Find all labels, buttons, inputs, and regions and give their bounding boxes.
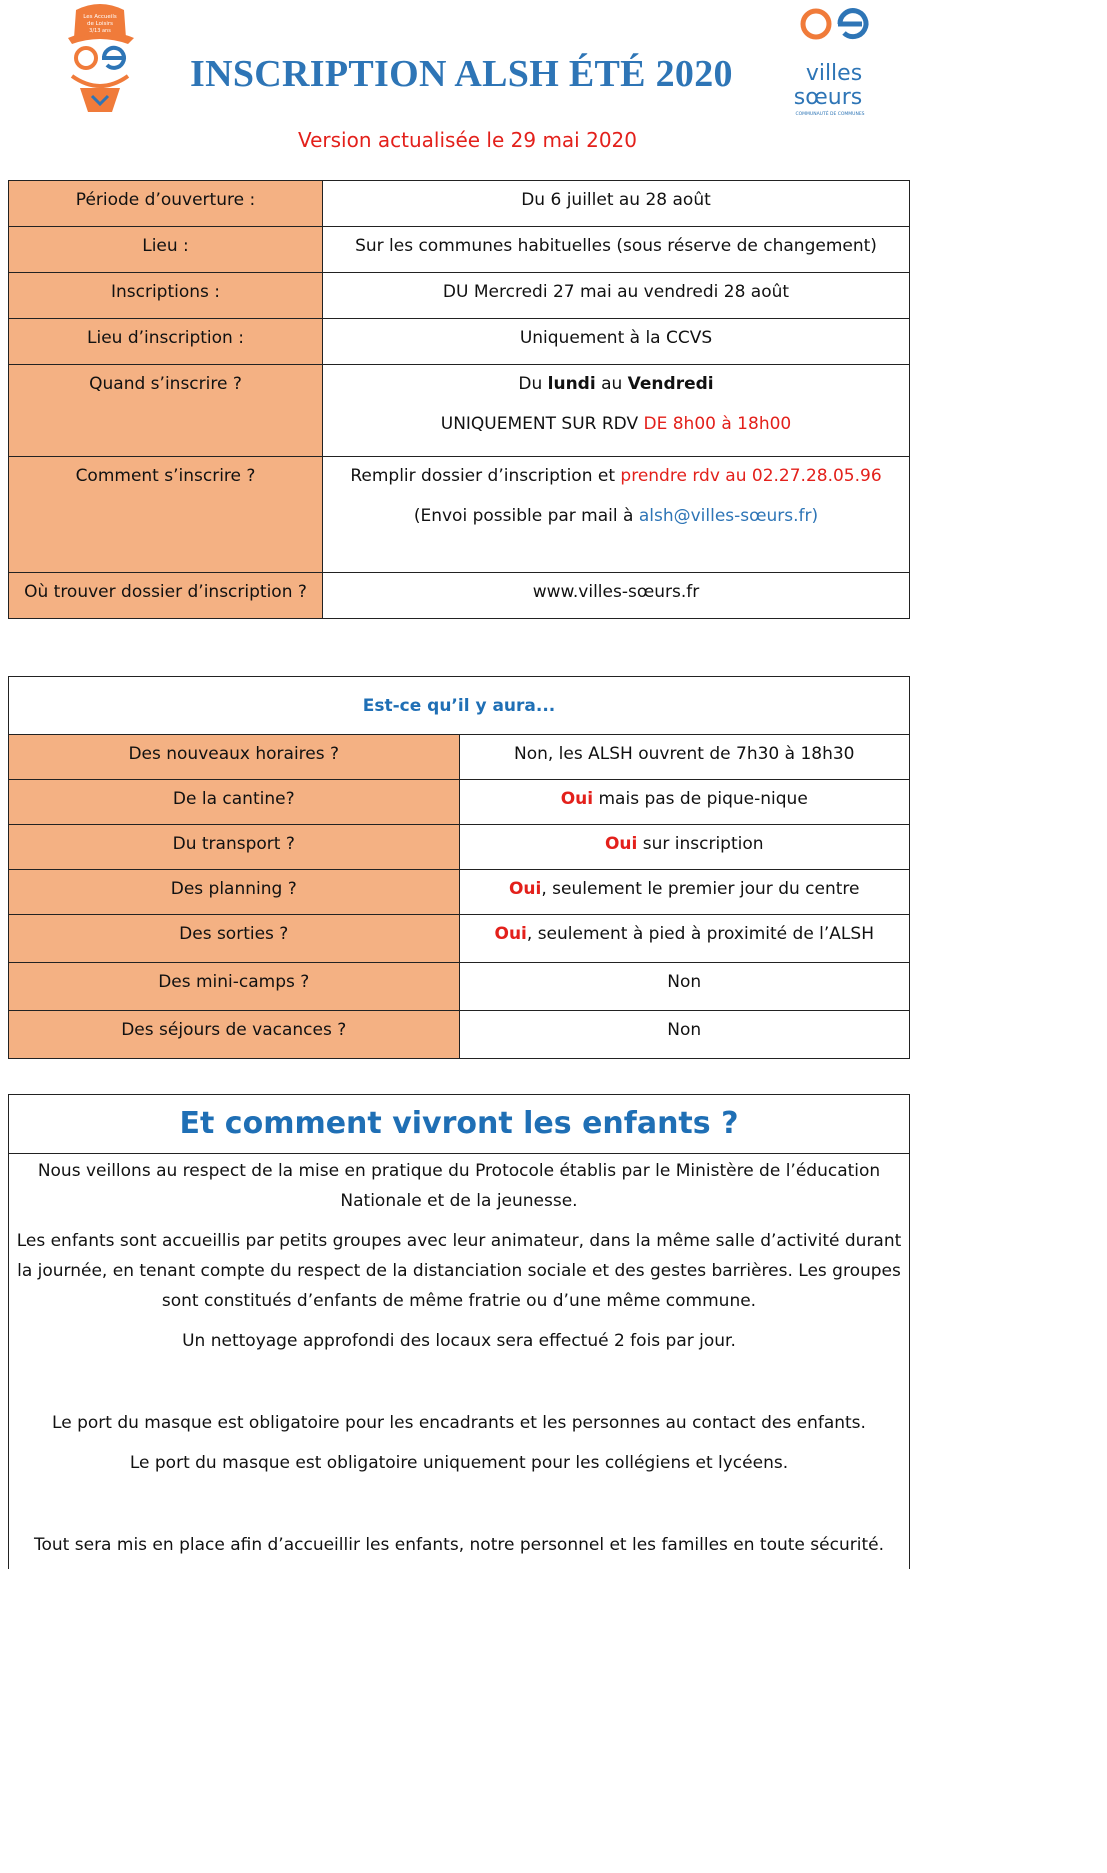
table-row bbox=[9, 870, 910, 915]
table-row bbox=[9, 319, 910, 365]
row-label: Quand s’inscrire ? bbox=[9, 365, 323, 457]
row-value: Remplir dossier d’inscription et prendre rdv au 02.27.28.05.96 (Envoi possible par mail à alsh@villes-sœurs.fr) bbox=[323, 457, 910, 573]
row-value: DU Mercredi 27 mai au vendredi 28 août bbox=[323, 273, 910, 319]
villes-soeurs-logo bbox=[788, 0, 878, 118]
living-section bbox=[8, 1094, 910, 1569]
row-label: Des mini-camps ? bbox=[9, 963, 460, 1011]
row-value: Oui mais pas de pique-nique bbox=[459, 780, 910, 825]
row-value: Oui, seulement le premier jour du centre bbox=[459, 870, 910, 915]
row-label: Des séjours de vacances ? bbox=[9, 1011, 460, 1059]
info-table bbox=[8, 180, 910, 619]
email-link[interactable]: alsh@villes-sœurs.fr) bbox=[638, 506, 819, 526]
svg-text:de Loisirs: de Loisirs bbox=[86, 21, 114, 27]
table-row bbox=[9, 457, 910, 573]
row-value: Non bbox=[459, 963, 910, 1011]
row-label: Où trouver dossier d’inscription ? bbox=[9, 573, 323, 619]
paragraph-groups: Les enfants sont accueillis par petits groupes avec leur animateur, dans la même salle d’activité durant la journée, en tenant compte du respect de la distanciation sociale et des gestes barrières. Les groupes sont constitués d’enfants de même fratrie ou d’une même commune. bbox=[16, 1231, 902, 1311]
row-value bbox=[323, 573, 910, 619]
svg-text:3/13 ans: 3/13 ans bbox=[89, 28, 111, 34]
table-row bbox=[9, 1011, 910, 1059]
row-value: Du lundi au Vendredi UNIQUEMENT SUR RDV DE 8h00 à 18h00 bbox=[323, 365, 910, 457]
faq-heading: Est-ce qu’il y aura... bbox=[9, 677, 910, 735]
row-value: Uniquement à la CCVS bbox=[323, 319, 910, 365]
table-row bbox=[9, 365, 910, 457]
table-row bbox=[9, 273, 910, 319]
row-label: Inscriptions : bbox=[9, 273, 323, 319]
table-row bbox=[9, 227, 910, 273]
row-value: Non, les ALSH ouvrent de 7h30 à 18h30 bbox=[459, 735, 910, 780]
table-row bbox=[9, 915, 910, 963]
paragraph-safety: Tout sera mis en place afin d’accueillir les enfants, notre personnel et les familles en toute sécurité. bbox=[34, 1535, 884, 1555]
row-label: Lieu : bbox=[9, 227, 323, 273]
paragraph-mask-staff: Le port du masque est obligatoire pour les encadrants et les personnes au contact des enfants. bbox=[52, 1413, 866, 1433]
row-label: Des planning ? bbox=[9, 870, 460, 915]
svg-text:Les Accueils: Les Accueils bbox=[83, 14, 117, 20]
logo-text-soeurs: sœurs bbox=[793, 85, 863, 110]
row-label: Lieu d’inscription : bbox=[9, 319, 323, 365]
logo-text-villes: villes bbox=[805, 61, 863, 86]
page-title: INSCRIPTION ALSH ÉTÉ 2020 bbox=[190, 53, 733, 95]
row-value: Oui, seulement à pied à proximité de l’ALSH bbox=[459, 915, 910, 963]
row-value: Oui sur inscription bbox=[459, 825, 910, 870]
row-label: Des sorties ? bbox=[9, 915, 460, 963]
table-row bbox=[9, 181, 910, 227]
row-value: Du 6 juillet au 28 août bbox=[323, 181, 910, 227]
table-row bbox=[9, 573, 910, 619]
alsh-logo bbox=[58, 0, 142, 118]
table-row bbox=[9, 780, 910, 825]
row-value: Sur les communes habituelles (sous réserve de changement) bbox=[323, 227, 910, 273]
paragraph-mask-students: Le port du masque est obligatoire uniquement pour les collégiens et lycéens. bbox=[129, 1453, 789, 1473]
paragraph-cleaning: Un nettoyage approfondi des locaux sera effectué 2 fois par jour. bbox=[182, 1331, 736, 1351]
version-date: Version actualisée le 29 mai 2020 bbox=[297, 128, 637, 152]
row-value: Non bbox=[459, 1011, 910, 1059]
website-link[interactable]: www.villes-sœurs.fr bbox=[532, 582, 700, 602]
faq-table bbox=[8, 676, 910, 1059]
table-row bbox=[9, 825, 910, 870]
row-label: Des nouveaux horaires ? bbox=[9, 735, 460, 780]
living-heading: Et comment vivront les enfants ? bbox=[9, 1095, 909, 1154]
table-row bbox=[9, 735, 910, 780]
row-label: Du transport ? bbox=[9, 825, 460, 870]
row-label: Comment s’inscrire ? bbox=[9, 457, 323, 573]
table-row bbox=[9, 963, 910, 1011]
paragraph-protocol: Nous veillons au respect de la mise en pratique du Protocole établis par le Ministère de l’éducation Nationale et de la jeunesse. bbox=[37, 1161, 881, 1211]
faq-heading-row bbox=[9, 677, 910, 735]
row-label: De la cantine? bbox=[9, 780, 460, 825]
logo-text-communaute: COMMUNAUTÉ DE COMMUNES bbox=[795, 112, 865, 117]
row-label: Période d’ouverture : bbox=[9, 181, 323, 227]
